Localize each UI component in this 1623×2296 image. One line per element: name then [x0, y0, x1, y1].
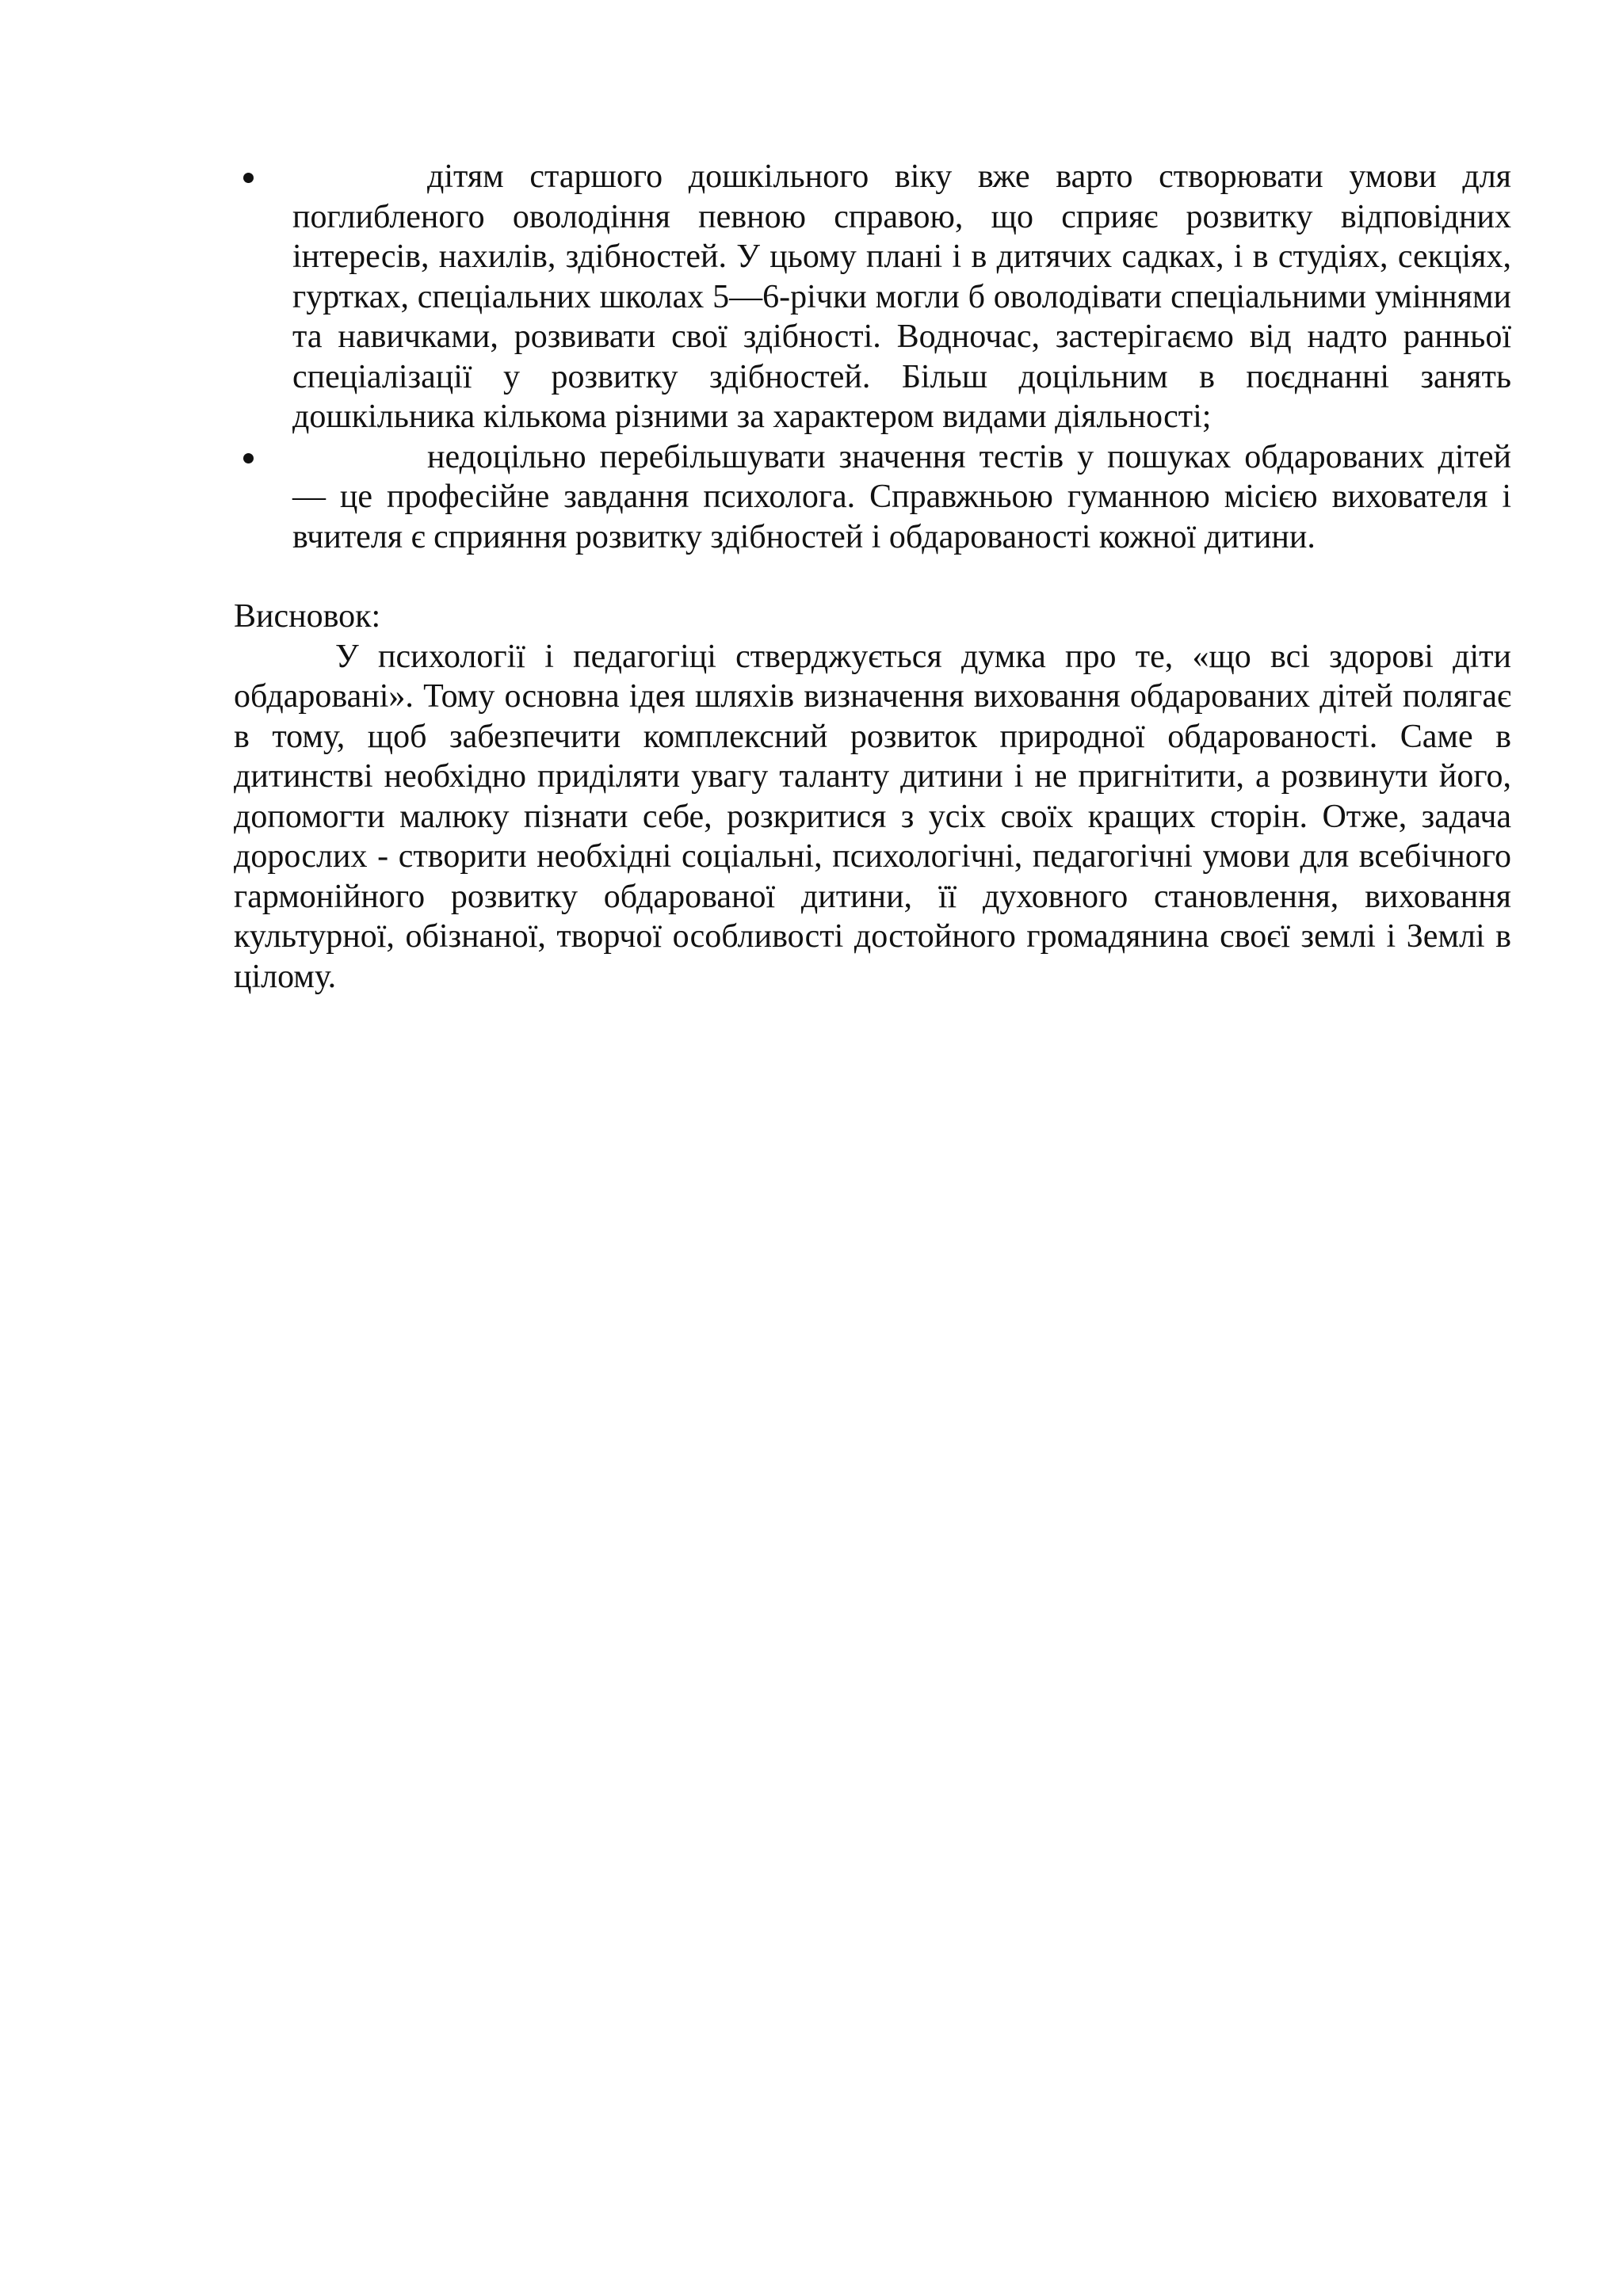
conclusion-paragraph: У психології і педагогіці стверджується думка про те, «що всі здорові діти обдаровані». Тому основна ідея шляхів визначення виховання обдарованих дітей полягає в тому, щоб забезпечити комплексний розвиток природної обдарованості. Саме в дитинстві необхідно приділяти увагу таланту дитини і не пригнітити, а розвинути його, допомогти малюку пізнати себе, розкритися з усіх своїх кращих сторін. Отже, задача дорослих - створити необхідні соціальні, психологічні, педагогічні умови для всебічного гармонійного розвитку обдарованої дитини, її духовного становлення, виховання культурної, обізнаної, творчої особливості достойного громадянина своєї землі і Землі в цілому. — [234, 638, 1511, 995]
bullet-icon — [243, 173, 254, 183]
list-item — [234, 157, 1511, 437]
bullet-icon — [243, 453, 254, 463]
conclusion-heading: Висновок: — [234, 598, 381, 635]
bullet-text: недоцільно перебільшувати значення тестів у пошуках обдарованих дітей — це професійне завдання психолога. Справжньою гуманною місією вихователя і вчителя є сприяння розвитку здібностей і обдарованості кожної дитини. — [292, 438, 1511, 555]
document-body — [234, 157, 1511, 997]
bullet-text: дітям старшого дошкільного віку вже варто створювати умови для поглибленого оволодіння певною справою, що сприяє розвитку відповідних інтересів, нахилів, здібностей. У цьому плані і в дитячих садках, і в студіях, секціях, гуртках, спеціальних школах 5—6-річки могли б оволодівати спеціальними уміннями та навичками, розвивати свої здібності. Водночас, застерігаємо від надто ранньої спеціалізації у розвитку здібностей. Більш доцільним в поєднанні занять дошкільника кількома різними за характером видами діяльності; — [292, 158, 1511, 435]
bullet-list — [234, 157, 1511, 557]
list-item — [234, 437, 1511, 558]
